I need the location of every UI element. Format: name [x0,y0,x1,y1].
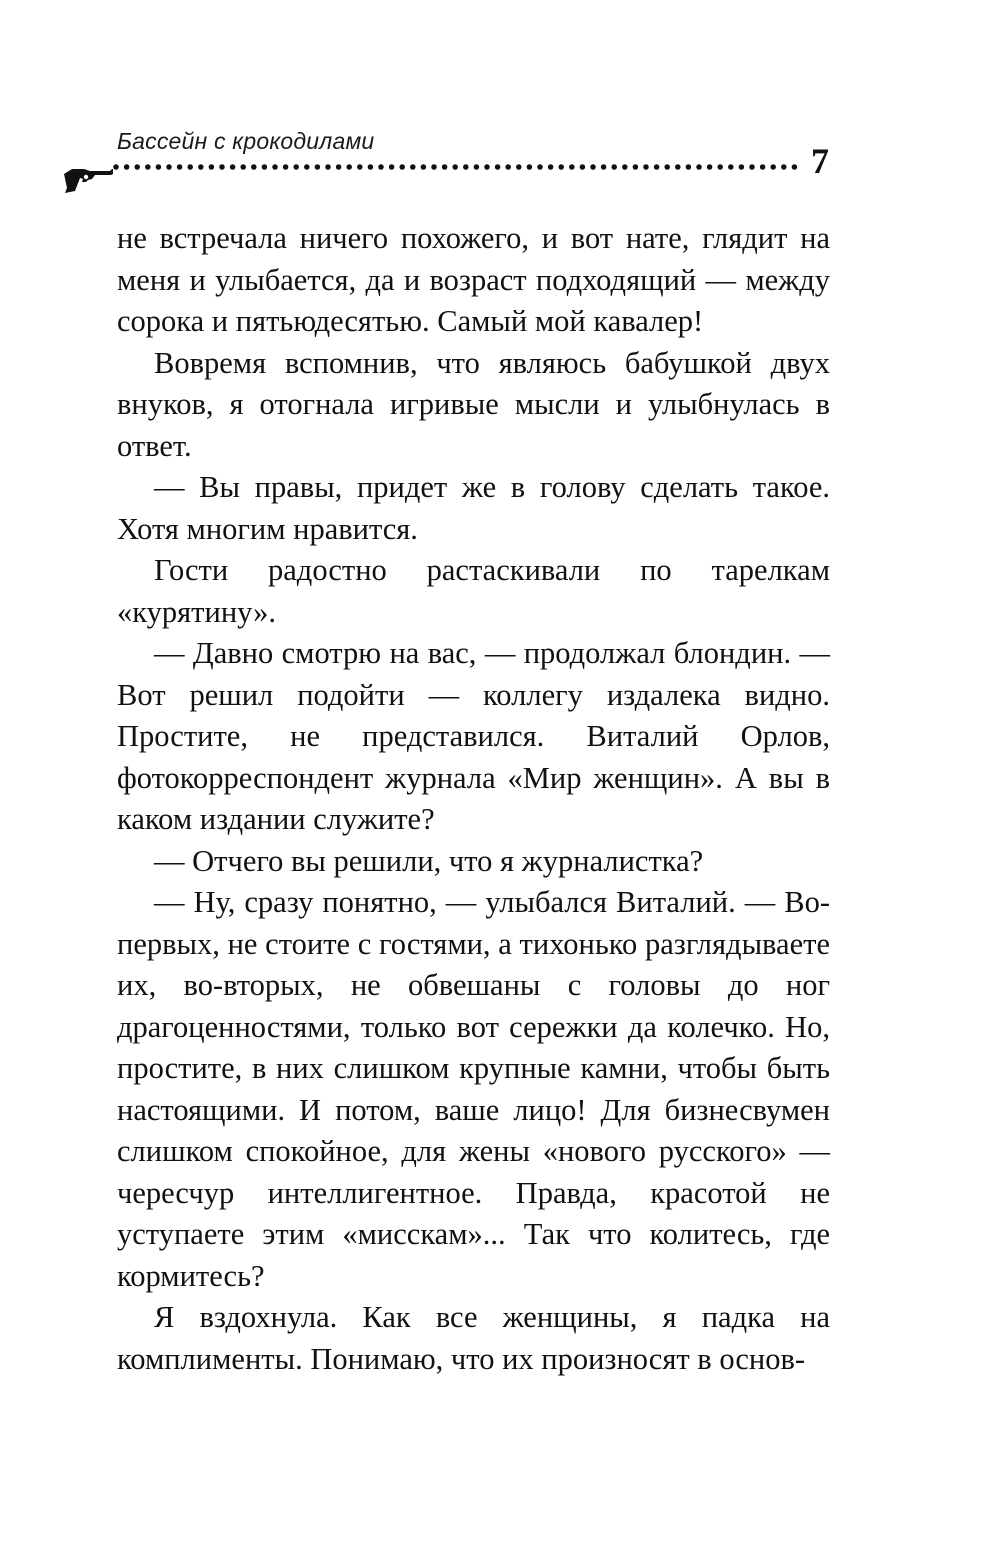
paragraph: Вовремя вспомнив, что являюсь бабушкой двух внуков, я отогнала игривые мысли и улыбнулась в ответ. [117,345,830,463]
paragraph: — Вы правы, придет же в голову сделать такое. Хотя многим нравится. [117,470,830,546]
paragraph: Я вздохнула. Как все женщины, я падка на комплименты. Понимаю, что их произносят в основ- [117,1300,830,1376]
paragraph: — Давно смотрю на вас, — продолжал блондин. — Вот решил подойти — коллегу издалека видно. Простите, не представился. Виталий Орлов, фотокорреспондент журнала «Мир женщин». А вы в каком издании служите? [117,636,830,836]
paragraph: не встречала ничего похожего, и вот нате, глядит на меня и улыбается, да и возраст подходящий — между сорока и пятьюдесятью. Самый мой кавалер! [117,221,830,338]
body-text [117,218,830,1380]
running-head: Бассейн с крокодилами [117,128,375,154]
revolver-icon [62,160,114,196]
paragraph: — Ну, сразу понятно, — улыбался Виталий. — Во-первых, не стоите с гостями, а тихонько разглядываете их, во-вторых, не обвешаны с головы до ног драгоценностями, только вот сережки да колечко. Но, простите, в них слишком крупные камни, чтобы быть настоящими. И потом, ваше лицо! Для бизнесвумен слишком спокойное, для жены «нового русского» — чересчур интеллигентное. Правда, красотой не уступаете этим «мисскам»... Так что колитесь, где кормитесь? [117,885,830,1293]
paragraph: Гости радостно растаскивали по тарелкам «курятину». [117,553,830,629]
dotted-rule [113,163,801,171]
page-number: 7 [811,141,829,181]
paragraph: — Отчего вы решили, что я журналистка? [154,843,704,878]
